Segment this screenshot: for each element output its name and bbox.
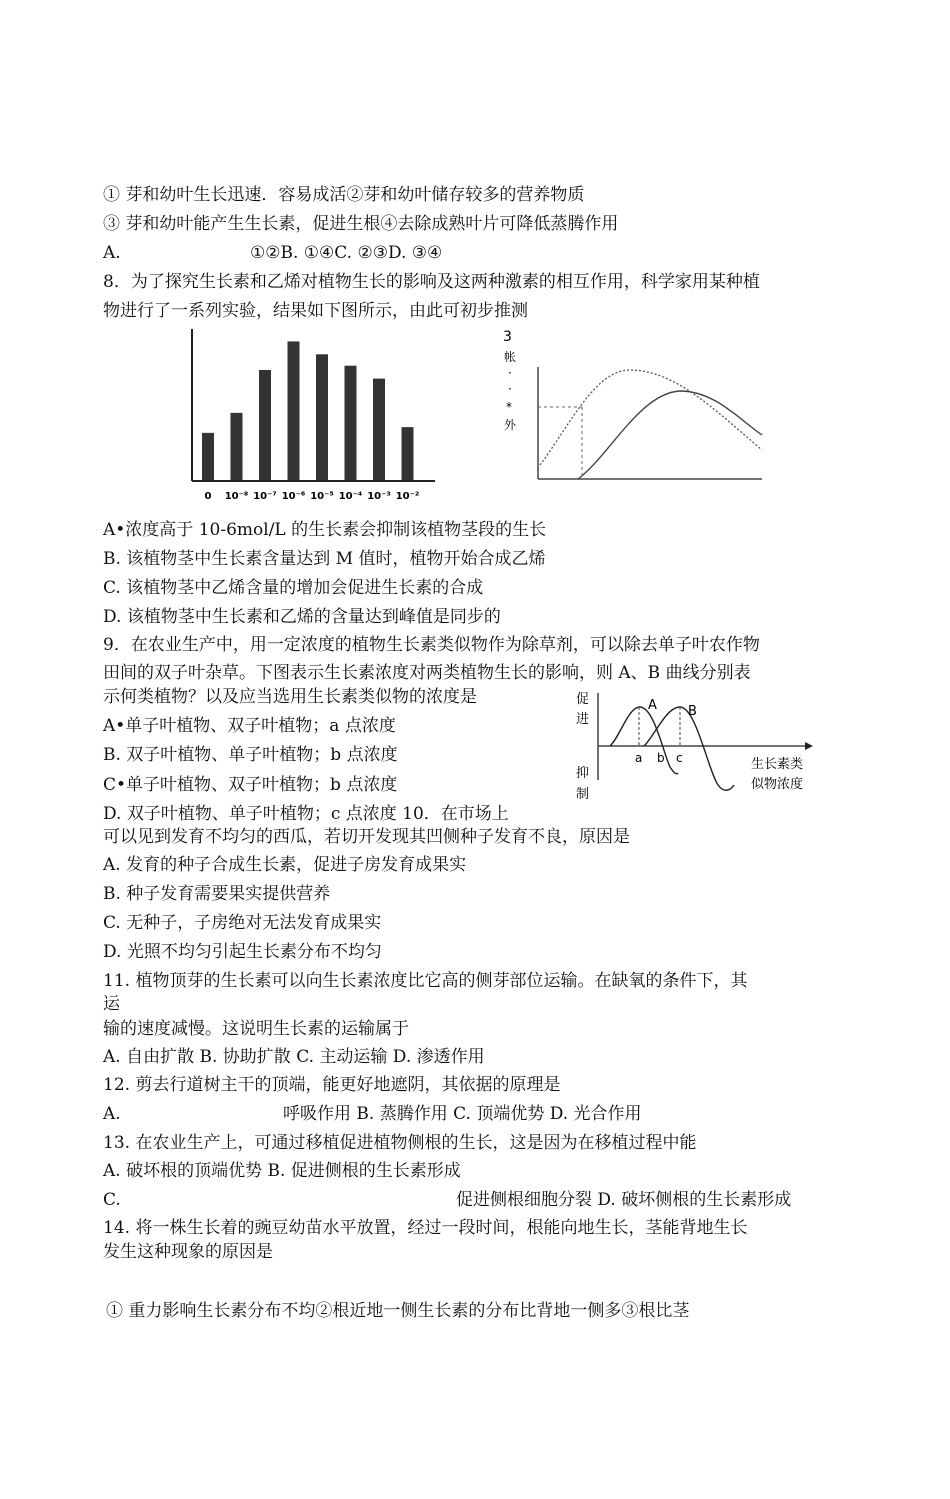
bar-1 (231, 413, 243, 480)
ethylene-curve (578, 391, 762, 479)
q14-stem-line1: 14. 将一株生长着的豌豆幼苗水平放置，经过一段时间，根能向地生长，茎能背地生长 (103, 1218, 748, 1238)
q9-point-a: a (635, 751, 643, 765)
q8-stem-line2: 物进行了一系列实验，结果如下图所示，由此可初步推测 (103, 301, 528, 321)
q9-option-c: C•单子叶植物、双子叶植物；b 点浓度 (103, 775, 398, 795)
bar-tick-label-6: 10⁻³ (367, 491, 391, 502)
bar-4 (316, 354, 328, 480)
q8-option-a: A•浓度高于 10-6mol/L 的生长素会抑制该植物茎段的生长 (103, 520, 547, 540)
q8-option-d: D. 该植物茎中生长素和乙烯的含量达到峰值是同步的 (103, 607, 501, 627)
q7-line2: ③ 芽和幼叶能产生生长素，促进生根④去除成熟叶片可降低蒸腾作用 (103, 214, 619, 234)
q8-option-b: B. 该植物茎中生长素含量达到 M 值时，植物开始合成乙烯 (103, 549, 546, 569)
q9-stem-line2: 田间的双子叶杂草。下图表示生长素浓度对两类植物生长的影响，则 A、B 曲线分别表 (103, 663, 751, 683)
q7-options: ①②B. ①④C. ②③D. ③④ (250, 243, 443, 263)
q11-stem-line1: 11. 植物顶芽的生长素可以向生长素浓度比它高的侧芽部位运输。在缺氧的条件下，其 (103, 971, 748, 991)
q10-option-d: D. 光照不均匀引起生长素分布不均匀 (103, 942, 382, 962)
q10-option-a: A. 发育的种子合成生长素，促进子房发育成果实 (103, 855, 467, 875)
q9-point-b: b (657, 751, 665, 765)
curve-ylabel-3: · (508, 382, 512, 396)
q9-dose-response-figure (568, 685, 818, 805)
bar-tick-label-1: 10⁻⁸ (224, 491, 249, 502)
bar-0 (202, 433, 214, 480)
q10-stem: 可以见到发育不均匀的西瓜，若切开发现其凹侧种子发育不良，原因是 (103, 827, 630, 847)
q9-option-b: B. 双子叶植物、单子叶植物；b 点浓度 (103, 745, 398, 765)
bar-3 (288, 341, 300, 480)
bar-chart-figure (180, 325, 450, 510)
q12-options: 呼吸作用 B. 蒸腾作用 C. 顶端优势 D. 光合作用 (283, 1104, 642, 1124)
bar-6 (373, 379, 385, 480)
q9-x-label-1: 生长素类 (751, 757, 804, 772)
q9-x-label-2: 似物浓度 (751, 777, 804, 792)
q9-curve-a (610, 707, 678, 774)
bar-tick-label-2: 10⁻⁷ (253, 491, 277, 502)
q10-option-c: C. 无种子，子房绝对无法发育成果实 (103, 913, 382, 933)
q9-x-arrow (805, 742, 813, 750)
auxin-curve (540, 370, 762, 465)
q14-line1: ① 重力影响生长素分布不均②根近地一侧生长素的分布比背地一侧多③根比茎 (106, 1301, 690, 1321)
q7-line1: ① 芽和幼叶生长迅速．容易成活②芽和幼叶储存较多的营养物质 (103, 185, 585, 205)
q13-option-c-label: C. (103, 1190, 121, 1210)
curve-ylabel-1: 帐 (504, 350, 517, 364)
bar-tick-label-0: 0 (204, 491, 212, 502)
curve-ylabel-2: · (508, 366, 512, 380)
q11-stem-line3: 输的速度减慢。这说明生长素的运输属于 (103, 1019, 409, 1039)
bar-tick-label-3: 10⁻⁶ (281, 491, 306, 502)
q9-y-promote-2: 进 (576, 712, 590, 727)
q9-stem-line3: 示何类植物？以及应当选用生长素类似物的浓度是 (103, 687, 477, 707)
q14-stem-line2: 发生这种现象的原因是 (103, 1242, 273, 1262)
q11-options: A. 自由扩散 B. 协助扩散 C. 主动运输 D. 渗透作用 (103, 1047, 485, 1067)
q11-stem-line2: 运 (103, 994, 120, 1014)
q10-option-b: B. 种子发育需要果实提供营养 (103, 884, 331, 904)
q9-curve-b-label: B (688, 704, 697, 719)
q13-options-ab: A. 破坏根的顶端优势 B. 促进侧根的生长素形成 (103, 1161, 461, 1181)
q9-y-inhibit-2: 制 (576, 787, 590, 802)
q12-stem: 12. 剪去行道树主干的顶端，能更好地遮阴，其依据的原理是 (103, 1075, 561, 1095)
q9-y-promote-1: 促 (576, 692, 590, 707)
bar-5 (345, 366, 357, 480)
q12-option-a-label: A. (103, 1104, 121, 1124)
q13-options-cd: 促进侧根细胞分裂 D. 破坏侧根的生长素形成 (456, 1190, 792, 1210)
q9-option-d: D. 双子叶植物、单子叶植物；c 点浓度 10．在市场上 (103, 804, 509, 824)
q13-stem: 13. 在农业生产上，可通过移植促进植物侧根的生长，这是因为在移植过程中能 (103, 1133, 697, 1153)
q9-stem-line1: 9．在农业生产中，用一定浓度的植物生长素类似物作为除草剂，可以除去单子叶农作物 (103, 635, 760, 655)
q9-curve-a-label: A (648, 698, 657, 713)
curve-ylabel-top: 3 (503, 329, 512, 345)
bar-tick-label-4: 10⁻⁵ (310, 491, 334, 502)
curve-ylabel-5: 外 (504, 418, 517, 432)
q9-curve-b (644, 707, 734, 790)
bar-tick-label-5: 10⁻⁴ (338, 491, 363, 502)
bar-2 (259, 370, 271, 480)
q8-option-c: C. 该植物茎中乙烯含量的增加会促进生长素的合成 (103, 578, 484, 598)
bar-tick-label-7: 10⁻² (395, 491, 420, 502)
q9-y-inhibit-1: 抑 (576, 766, 590, 781)
curve-ylabel-4: * (506, 400, 512, 414)
q7-option-a-label: A. (103, 243, 121, 263)
q9-option-a: A•单子叶植物、双子叶植物；a 点浓度 (103, 716, 396, 736)
hormone-curve-figure (500, 325, 765, 485)
q8-stem-line1: 8．为了探究生长素和乙烯对植物生长的影响及这两种激素的相互作用，科学家用某种植 (103, 272, 760, 292)
q9-point-c: c (676, 751, 683, 765)
bar-7 (402, 427, 414, 480)
